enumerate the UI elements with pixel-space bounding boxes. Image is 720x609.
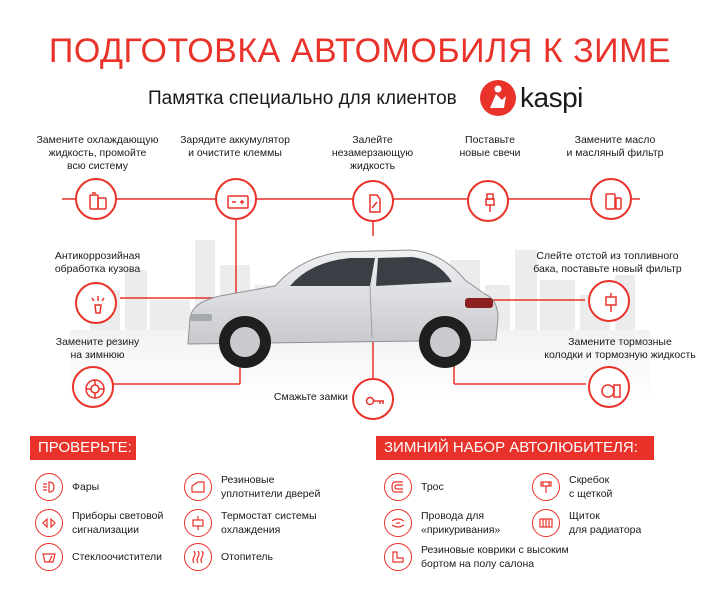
check-item-door-seals: Резиновые уплотнители дверей	[221, 474, 321, 500]
door-seal-icon	[184, 473, 212, 501]
fuel-label: Слейте отстой из топливного бака, поставьте новый фильтр	[533, 250, 682, 275]
spark-plug-label: Поставьте новые свечи	[459, 134, 521, 159]
coolant-label: Замените охлаждающую жидкость, промойте всю систему	[36, 134, 159, 172]
check-item-wipers: Стеклоочистители	[72, 551, 162, 563]
scraper-icon	[532, 473, 560, 501]
kit-item-mats: Резиновые коврики с высоким бортом на полу салона	[421, 544, 569, 570]
page-subtitle: Памятка специально для клиентов	[148, 88, 457, 109]
locks-label: Смажьте замки	[273, 391, 348, 403]
thermostat-icon	[184, 509, 212, 537]
kit-item-cables: Провода для «прикуривания»	[421, 510, 501, 536]
check-item-thermostat: Термостат системы охлаждения	[221, 510, 317, 536]
oil-filter-label: Замените масло и масляный фильтр	[566, 134, 664, 159]
battery-label: Зарядите аккумулятор и очистите клеммы	[180, 134, 290, 159]
washer-fluid-label: Залейте незамерзающую жидкость	[331, 134, 414, 172]
headlight-icon	[35, 473, 63, 501]
page-title: ПОДГОТОВКА АВТОМОБИЛЯ К ЗИМЕ	[48, 32, 672, 70]
jumper-cables-icon	[384, 509, 412, 537]
fuel-filter-icon	[588, 280, 630, 322]
check-item-signals: Приборы световой сигнализации	[72, 510, 164, 536]
wiper-icon	[35, 543, 63, 571]
tires-label: Замените резину на зимнюю	[55, 336, 140, 361]
check-item-headlights: Фары	[72, 481, 100, 493]
car-illustration	[180, 240, 505, 375]
heater-icon	[184, 543, 212, 571]
battery-icon	[215, 178, 257, 220]
coolant-bottle-icon	[75, 178, 117, 220]
turn-signal-icon	[35, 509, 63, 537]
kit-item-scraper: Скребок с щеткой	[569, 474, 613, 500]
floor-mat-icon	[384, 543, 412, 571]
brakes-label: Замените тормозные колодки и тормозную жидкость	[544, 336, 696, 361]
spray-icon	[75, 282, 117, 324]
tow-rope-icon	[384, 473, 412, 501]
check-item-heater: Отопитель	[221, 551, 274, 563]
check-heading: ПРОВЕРЬТЕ:	[30, 436, 136, 460]
anticorrosion-label: Антикоррозийная обработка кузова	[54, 250, 141, 275]
key-icon	[352, 378, 394, 420]
oil-filter-icon	[590, 178, 632, 220]
washer-fluid-icon	[352, 180, 394, 222]
brake-fluid-icon	[588, 366, 630, 408]
spark-plug-icon	[467, 180, 509, 222]
kit-item-radiator: Щиток для радиатора	[569, 510, 642, 536]
kit-heading: ЗИМНИЙ НАБОР АВТОЛЮБИТЕЛЯ:	[376, 436, 654, 460]
kit-item-rope: Трос	[421, 481, 444, 493]
tire-icon	[72, 366, 114, 408]
radiator-shield-icon	[532, 509, 560, 537]
brand-name: kaspi	[520, 82, 583, 113]
